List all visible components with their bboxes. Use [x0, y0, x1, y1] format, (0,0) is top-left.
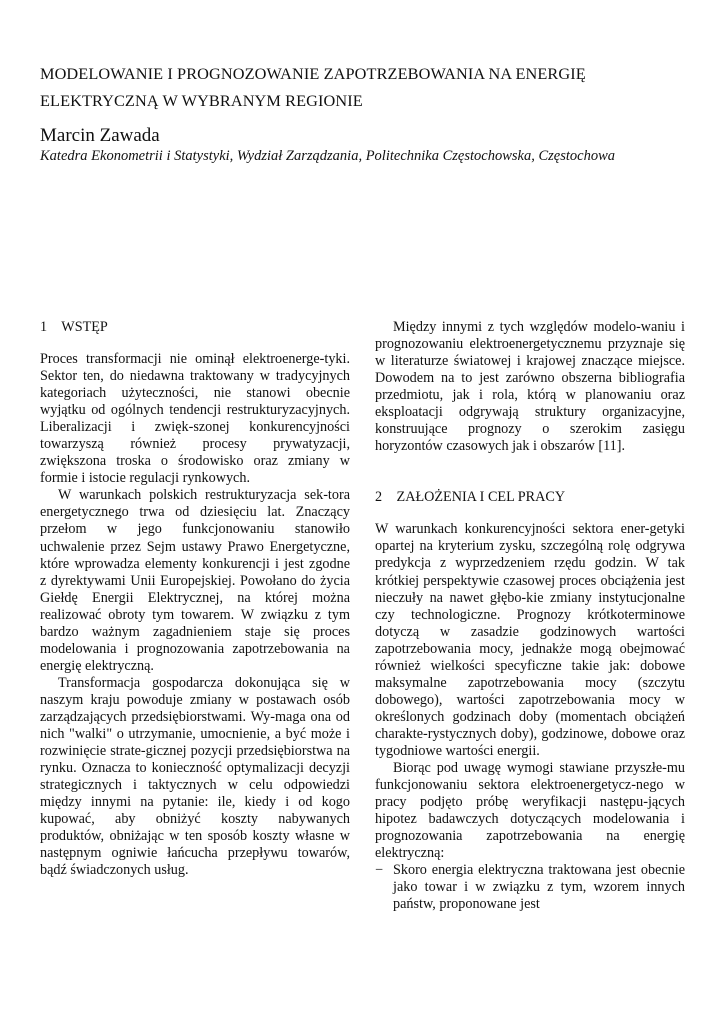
paragraph: W warunkach polskich restrukturyzacja sek-tora energetycznego trwa od dziesięciu lat. Znaczący przełom w jego funkcjonowaniu stanowiło uchwalenie przez Sejm ustawy Prawo Energetyczne, które wprowadza elementy konkurencji i jest zgodne z dyrektywami Unii Europejskiej. Powołano do życia Giełdę Energii Elektrycznej, na której można realizować obroty tym towarem. W związku z tym bardzo ważnym zagadnieniem staje się proces modelowania i prognozowania zapotrzebowania na energię elektryczną.	[40, 487, 350, 674]
section-spacer	[375, 455, 685, 489]
hypothesis-list	[375, 862, 685, 913]
paragraph: Transformacja gospodarcza dokonująca się w naszym kraju powoduje zmiany w postawach osób zarządzających przedsiębiorstwami. Wy-maga ona od nich "walki" o utrzymanie, umocnienie, a być może i rozwinięcie strate-gicznej pozycji przedsiębiorstwa na rynku. Oznacza to konieczność optymalizacji decyzji strategicznych i taktycznych w celu odpowiedzi między innymi na pytanie: ile, kiedy i od kogo kupować, aby obniżyć koszty nabywanych produktów, obniżając w ten sposób koszty własne w następnym ogniwie łańcucha przepływu towarów, bądź świadczonych usług.	[40, 674, 350, 879]
section-number: 1	[40, 319, 48, 335]
paragraph: W warunkach konkurencyjności sektora ener-getyki opartej na kryterium zysku, szczególną rolę odgrywa predykcja z wyprzedzeniem rzędu godzin. W tak krótkiej perspektywie czasowej proces obciążenia jest nieczuły na nawet głębo-kie zmiany instytucjonalne czy technologiczne. Prognozy krótkoterminowe dotyczą w zasadzie godzinowych wartości zapotrzebowania mocy, jednakże mogą obejmować również wielkości specyficzne takie jak: dobowe maksymalne zapotrzebowania mocy (szczytu dobowego), wartości zapotrzebowania mocy w określonych godzinach doby (momentach obciążeń charakte-rystycznych doby), godzinowe, dobowe oraz tygodniowe wartości energii.	[375, 521, 685, 759]
left-column	[40, 319, 350, 879]
section-heading-2	[375, 489, 685, 506]
list-item-text: Skoro energia elektryczna traktowana jest obecnie jako towar i w związku z tym, wzorem innych państw, proponowane jest	[393, 862, 685, 913]
section-heading-1	[40, 319, 350, 336]
paragraph: Między innymi z tych względów modelo-waniu i prognozowaniu elektroenergetycznemu przyznaje się w literaturze światowej i krajowej znaczące miejsce. Dowodem na to jest zarówno obszerna bibliografia przedmiotu, jak i rola, którą w planowaniu oraz eksploatacji odgrywają struktury organizacyjne, konstruujące prognozy o szerokim zasięgu horyzontów czasowych jak i obszarów [11].	[375, 319, 685, 455]
title-line-1: MODELOWANIE I PROGNOZOWANIE ZAPOTRZEBOWANIA NA ENERGIĘ	[40, 64, 586, 83]
title-line-2: ELEKTRYCZNĄ W WYBRANYM REGIONIE	[40, 91, 363, 110]
author-name: Marcin Zawada	[40, 125, 160, 146]
section-title: WSTĘP	[61, 319, 108, 335]
list-marker: −	[375, 862, 384, 879]
paper-title	[40, 60, 690, 114]
paragraph: Biorąc pod uwagę wymogi stawiane przyszłe-mu funkcjonowaniu sektora elektroenergetycz-nego w pracy podjęto próbę weryfikacji następu-jących hipotez badawczych dotyczących modelowania i prognozowania zapotrzebowania na energię elektryczną:	[375, 760, 685, 862]
paragraph: Proces transformacji nie ominął elektroenerge-tyki. Sektor ten, do niedawna traktowany w tradycyjnych kategoriach użyteczności, nie stanowi obecnie wyjątku od ogólnych tendencji restrukturyzacyjnych. Liberalizacji i zwięk-szonej konkurencyjności towarzyszą również procesy prywatyzacji, zwiększona troska o środowisko oraz zmiany w formie i istocie regulacji rynkowych.	[40, 351, 350, 487]
list-item	[375, 862, 685, 913]
section-title: ZAŁOŻENIA I CEL PRACY	[396, 489, 566, 506]
section-number: 2	[375, 489, 383, 506]
author-affiliation: Katedra Ekonometrii i Statystyki, Wydział Zarządzania, Politechnika Częstochowska, Częstochowa	[40, 148, 615, 164]
right-column	[375, 319, 685, 913]
